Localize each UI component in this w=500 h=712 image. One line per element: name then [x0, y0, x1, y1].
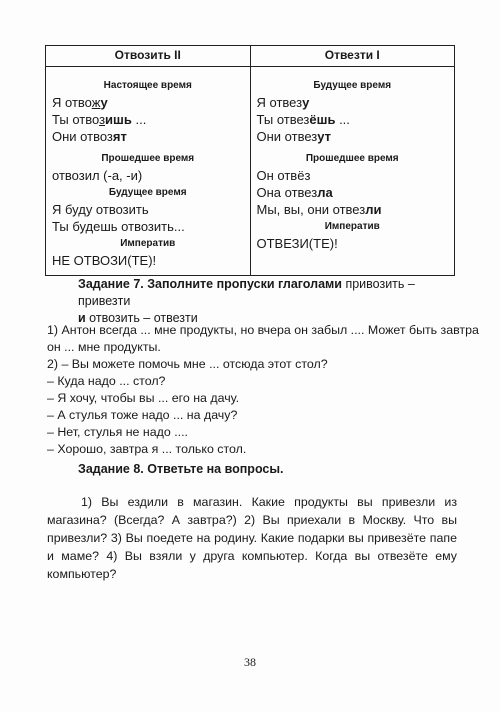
present-tense-title: Настоящее время [103, 80, 192, 91]
present-form-2: Ты отвозишь ... [52, 112, 147, 127]
task-8-heading: Задание 8. Ответьте на вопросы. [78, 462, 284, 476]
exercise-line: – Хорошо, завтра я ... только стол. [47, 442, 247, 456]
exercise-line: 2) – Вы можете помочь мне ... отсюда этот стол? [47, 357, 328, 371]
page-number: 38 [244, 655, 256, 669]
column-otvezti [250, 67, 455, 276]
header-otvozit: Отвозить II [46, 46, 251, 67]
future-tense-title: Будущее время [313, 80, 392, 91]
future-form-1: Я буду отвозить [52, 202, 149, 217]
imperative-form: НЕ ОТВОЗИ(ТЕ)! [52, 253, 157, 268]
future-form-2: Ты отвезёшь ... [256, 112, 350, 127]
imperative-title: Императив [324, 221, 380, 232]
past-form-2: Она отвезла [256, 185, 333, 200]
future-tense-title: Будущее время [108, 187, 187, 198]
past-tense-title: Прошедшее время [101, 153, 195, 164]
exercise-line: – Нет, стулья не надо .... [47, 425, 188, 439]
exercise-line: – Я хочу, чтобы вы ... его на дачу. [47, 391, 240, 405]
imperative-title: Императив [120, 238, 176, 249]
past-form-3: Мы, вы, они отвезли [256, 202, 382, 217]
exercise-line: 1) Антон всегда ... мне продукты, но вчера он забыл .... Может быть завтра [47, 323, 479, 337]
present-form-1: Я отвожу [52, 95, 108, 110]
past-form-1: Он отвёз [256, 168, 311, 183]
future-form-2: Ты будешь отвозить... [52, 219, 185, 234]
present-form-3: Они отвозят [52, 129, 127, 144]
exercise-line: – А стулья тоже надо ... на дачу? [47, 408, 238, 422]
exercise-line: он ... мне продукты. [47, 340, 161, 354]
task-7-heading: Задание 7. Заполните пропуски глаголами привозить – привезти и отвозить – отвезти [78, 277, 415, 325]
imperative-form: ОТВЕЗИ(ТЕ)! [256, 236, 338, 251]
exercise-line: – Куда надо ... стол? [47, 374, 166, 388]
task-7-exercise [47, 322, 479, 458]
header-otvezti: Отвезти I [250, 46, 455, 67]
conjugation-table [45, 45, 455, 276]
past-form: отвозил (-а, -и) [52, 168, 143, 183]
column-otvozit [46, 67, 251, 276]
past-tense-title: Прошедшее время [305, 153, 399, 164]
future-form-1: Я отвезу [256, 95, 310, 110]
task-8-questions: 1) Вы ездили в магазин. Какие продукты вы привезли из магазина? (Всегда? А завтра?) 2) Вы приехали в Москву. Что вы привезли? 3) Вы поедете на родину. Какие подарки вы привезёте папе и маме? 4) Вы взяли у друга компьютер. Когда вы отвезёте ему компьютер? [47, 495, 457, 581]
future-form-3: Они отвезут [256, 129, 331, 144]
